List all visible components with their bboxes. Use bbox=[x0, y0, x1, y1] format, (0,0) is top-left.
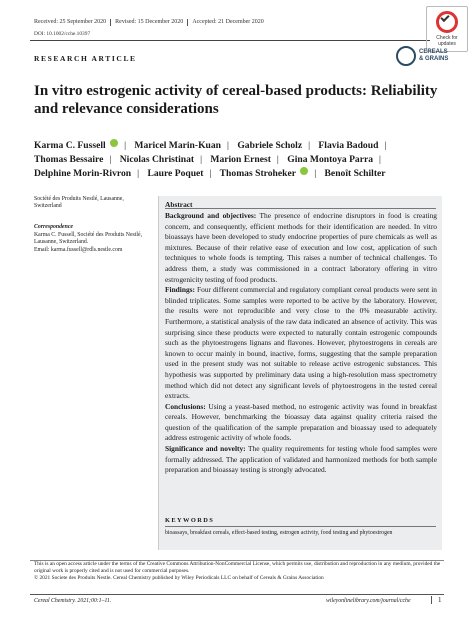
cereals-grains-logo-icon bbox=[396, 46, 416, 66]
author[interactable]: Gabriele Scholz bbox=[237, 140, 303, 151]
author[interactable]: Nicolas Christinat bbox=[119, 154, 195, 165]
background-text: The presence of endocrine disruptors in food is creating concern, and consequently, efficient methods for their identification are needed. In vitro bioassays have been developed to study endocrine properties of pure chemicals as well as mixtures. Because of their relative ease of execution and low cost, application of such techniques to whole foods is tempting. This raises a number of technical challenges. To address them, a study was commissioned in a contract laboratory offering in vitro estrogenicity testing of food products. bbox=[165, 211, 437, 284]
abstract-box bbox=[158, 196, 442, 550]
revised-date: Revised: 15 December 2020 bbox=[115, 19, 184, 25]
check-updates-icon bbox=[436, 11, 458, 33]
orcid-icon[interactable] bbox=[110, 139, 118, 147]
section-label: RESEARCH ARTICLE bbox=[34, 54, 137, 63]
keywords-text: bioassays, breakfast cereals, effect-based testing, estrogen activity, food testing and phytoestrogen bbox=[165, 530, 393, 536]
author[interactable]: Maricel Marin-Kuan bbox=[134, 140, 222, 151]
author[interactable]: Thomas Bessaire bbox=[34, 154, 104, 165]
journal-website[interactable]: wileyonlinelibrary.com/journal/cche bbox=[326, 598, 411, 604]
author[interactable]: Flavia Badoud bbox=[318, 140, 379, 151]
article-title: In vitro estrogenic activity of cereal-based products: Reliability and relevance considerations bbox=[34, 83, 438, 117]
date-separator bbox=[187, 19, 188, 26]
findings-text: Four different commercial and regulatory compliant cereal products were sent in blinded triplicates. Some samples were reported to be active by the laboratory. However, the results were not reproducible and very close to the 0% measurable activity. Furthermore, a statistical analysis of the raw data indicated an absence of activity. This was surprising since these products were expected to naturally contain estrogenic compounds such as the phytoestrogens lignans and flavones. However, phytoestrogens in cereals are known to occur mainly in bound, inactive, forms, suggesting that the sample preparation used in the present study was not suitable to release active estrogenic substances. This hypothesis was supported by preliminary data using a high-resolution mass spectrometry method which did not detect any significant levels of phytoestrogens in the tested cereal extracts. bbox=[165, 285, 437, 401]
author[interactable]: Laure Poquet bbox=[147, 168, 204, 179]
significance-text: The quality requirements for testing whole food samples were formally addressed. The application of validated and harmonized methods for both sample preparation and bioassay testing is strongly advocated. bbox=[165, 444, 437, 475]
check-updates-label: Check for updates bbox=[436, 35, 458, 47]
license-footer bbox=[34, 561, 454, 582]
author[interactable]: Thomas Stroheker bbox=[220, 168, 309, 179]
journal-citation: Cereal Chemistry. 2021;00:1–11. bbox=[34, 598, 112, 604]
correspondence-text: Karma C. Fussell, Société des Produits Nestlé, Lausanne, Switzerland. bbox=[34, 232, 143, 246]
conclusions-text: Using a yeast-based method, no estrogenic activity was found in breakfast cereals. However, benchmarking the bioassay data against quality criteria raised the question of the qualification of the sample preparation and bioassay used to adequately address estrogenic activity of whole foods. bbox=[165, 401, 437, 443]
keywords-heading: KEYWORDS bbox=[165, 517, 215, 524]
date-separator bbox=[110, 19, 111, 26]
page-number: 1 bbox=[431, 596, 442, 604]
author-list: Karma C. Fussell | Maricel Marin-Kuan | Gabriele Scholz | Flavia Badoud | Thomas Bessaire | Nicolas Christinat | Marion Ernest | Gina Montoya Parra | Delphine Morin-Rivron | Laure Poquet | Thomas Stroheker | Benoît Schilter bbox=[34, 140, 387, 179]
correspondence-email[interactable]: Email: karma.fussell@rdls.nestle.com bbox=[34, 247, 123, 253]
abstract-divider bbox=[165, 208, 436, 209]
affiliation: Société des Produits Nestlé, Lausanne, Switzerland bbox=[34, 196, 124, 210]
article-dates bbox=[34, 19, 264, 26]
copyright-text: © 2021 Societe des Produits Nestle. Cereal Chemistry published by Wiley Periodicals LLC on behalf of Cereals & Grains Association bbox=[34, 575, 324, 581]
license-text: This is an open access article under the terms of the Creative Commons Attribution-NonCommercial License, which permits use, distribution and reproduction in any medium, provided the original work is properly cited and is not used for commercial purposes. bbox=[34, 561, 441, 574]
logo-text-line2: & GRAINS bbox=[419, 56, 449, 62]
journal-logo bbox=[396, 46, 448, 66]
author[interactable]: Gina Montoya Parra bbox=[287, 154, 374, 165]
page-bottom-divider bbox=[30, 594, 444, 595]
received-date: Received: 25 September 2020 bbox=[34, 19, 107, 25]
keywords-divider bbox=[165, 526, 436, 527]
accepted-date: Accepted: 21 December 2020 bbox=[192, 19, 264, 25]
abstract-body bbox=[165, 211, 437, 476]
correspondence-heading: Correspondence bbox=[34, 224, 73, 230]
doi: DOI: 10.1002/cche.10397 bbox=[34, 31, 91, 37]
header-divider bbox=[30, 40, 430, 41]
author[interactable]: Delphine Morin-Rivron bbox=[34, 168, 132, 179]
orcid-icon[interactable] bbox=[300, 167, 308, 175]
author[interactable]: Benoît Schilter bbox=[324, 168, 386, 179]
author[interactable]: Karma C. Fussell bbox=[34, 140, 118, 151]
abstract-heading: Abstract bbox=[165, 200, 193, 209]
conclusions-label: Conclusions: bbox=[165, 401, 206, 411]
significance-label: Significance and novelty: bbox=[165, 444, 246, 454]
logo-text-line1: CEREALS bbox=[419, 49, 448, 55]
author[interactable]: Marion Ernest bbox=[210, 154, 271, 165]
findings-label: Findings: bbox=[165, 285, 195, 295]
background-label: Background and objectives: bbox=[165, 211, 257, 220]
